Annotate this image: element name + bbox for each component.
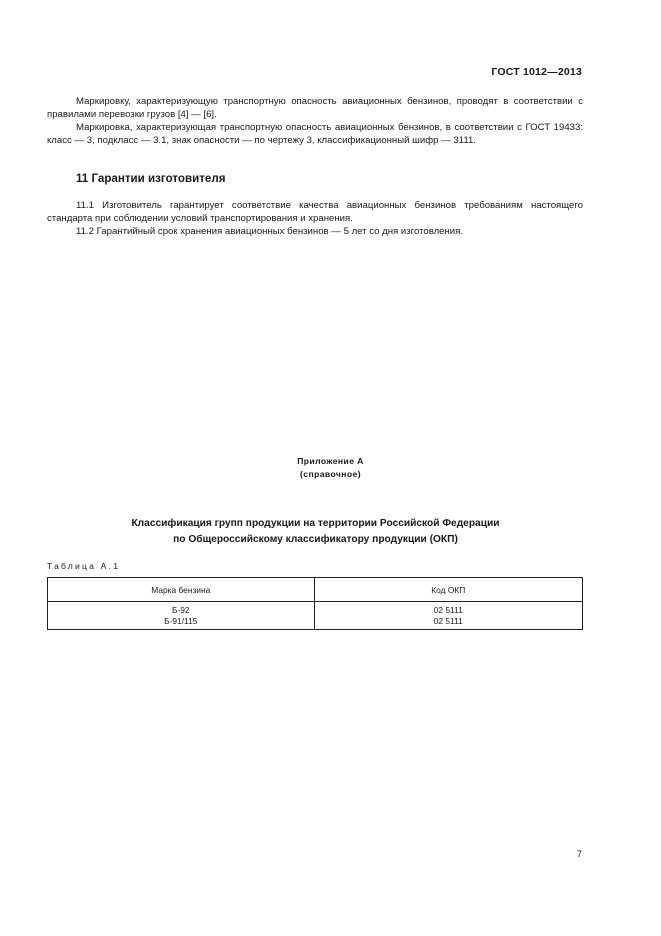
classification-title-line-2: по Общероссийскому классификатору продукции (ОКП) [173, 534, 458, 545]
gasoline-grade-value: Б-91/115 [164, 616, 198, 626]
table-row [48, 602, 583, 630]
gasoline-grade-cell [48, 602, 315, 630]
okp-classification-table [47, 577, 583, 630]
classification-title-line-1: Классификация групп продукции на территории Российской Федерации [131, 518, 500, 529]
marking-paragraph-1: Маркировку, характеризующую транспортную опасность авиационных бензинов, проводят в соответствии с правилами перевозки грузов [4] — [6]. [47, 96, 583, 120]
appendix-kind: (справочное) [300, 469, 361, 479]
gasoline-grade-value: Б-92 [171, 605, 190, 615]
okp-code-value: 02 5111 [433, 605, 463, 615]
section-11-title: 11 Гарантии изготовителя [76, 172, 226, 185]
okp-code-cell [314, 602, 582, 630]
table-caption: Таблица А.1 [47, 561, 121, 571]
marking-section [47, 95, 583, 147]
table-header-row [48, 578, 583, 602]
section-11 [47, 172, 583, 185]
column-header-okp-code: Код ОКП [314, 578, 582, 602]
appendix-title: Приложение А [297, 456, 364, 466]
column-header-gasoline-grade: Марка бензина [48, 578, 315, 602]
section-11-body [47, 199, 583, 238]
marking-paragraph-2: Маркировка, характеризующая транспортную опасность авиационных бензинов, в соответствии с ГОСТ 19433: класс — 3, подкласс — 3.1, знак опасности — по чертежу 3, классификационный шифр — 3111. [47, 122, 583, 146]
section-11-paragraph-2: 11.2 Гарантийный срок хранения авиационных бензинов — 5 лет со дня изготовления. [76, 226, 464, 237]
page-number: 7 [576, 849, 582, 860]
okp-code-value: 02 5111 [433, 616, 463, 626]
document-code-header: ГОСТ 1012—2013 [491, 66, 582, 78]
section-11-paragraph-1: 11.1 Изготовитель гарантирует соответствие качества авиационных бензинов требованиям настоящего стандарта при соблюдении условий транспортирования и хранения. [47, 200, 583, 224]
